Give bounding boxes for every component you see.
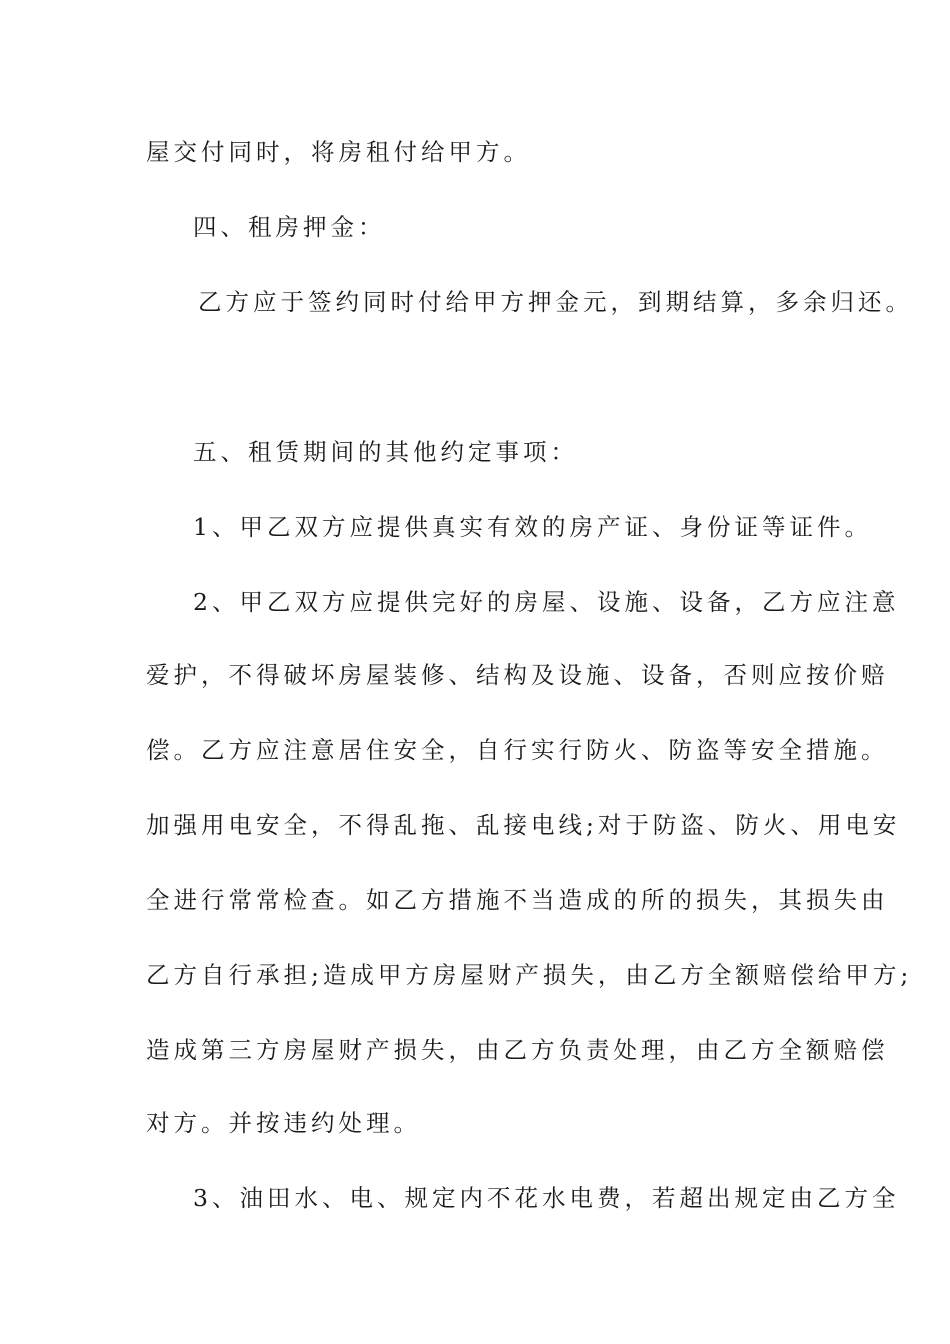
paragraph-line: 乙方自行承担;造成甲方房屋财产损失，由乙方全额赔偿给甲方;	[146, 961, 913, 989]
list-item-2: 2、甲乙双方应提供完好的房屋、设施、设备，乙方应注意	[193, 588, 900, 616]
paragraph-line: 屋交付同时，将房租付给甲方。	[146, 138, 531, 166]
paragraph-line: 造成第三方房屋财产损失，由乙方负责处理，由乙方全额赔偿	[146, 1036, 889, 1064]
paragraph-line: 对方。并按违约处理。	[146, 1109, 421, 1137]
list-item-3: 3、油田水、电、规定内不花水电费，若超出规定由乙方全	[193, 1184, 900, 1212]
list-item-1: 1、甲乙双方应提供真实有效的房产证、身份证等证件。	[193, 513, 872, 541]
paragraph-line: 乙方应于签约同时付给甲方押金元，到期结算，多余归还。	[198, 288, 913, 316]
section-heading-deposit: 四、租房押金：	[193, 213, 386, 241]
section-heading-other-terms: 五、租赁期间的其他约定事项：	[193, 438, 578, 466]
paragraph-line: 爱护，不得破坏房屋装修、结构及设施、设备，否则应按价赔	[146, 661, 889, 689]
paragraph-line: 偿。乙方应注意居住安全，自行实行防火、防盗等安全措施。	[146, 736, 889, 764]
paragraph-line: 加强用电安全，不得乱拖、乱接电线;对于防盗、防火、用电安	[146, 811, 901, 839]
paragraph-line: 全进行常常检查。如乙方措施不当造成的所的损失，其损失由	[146, 886, 889, 914]
